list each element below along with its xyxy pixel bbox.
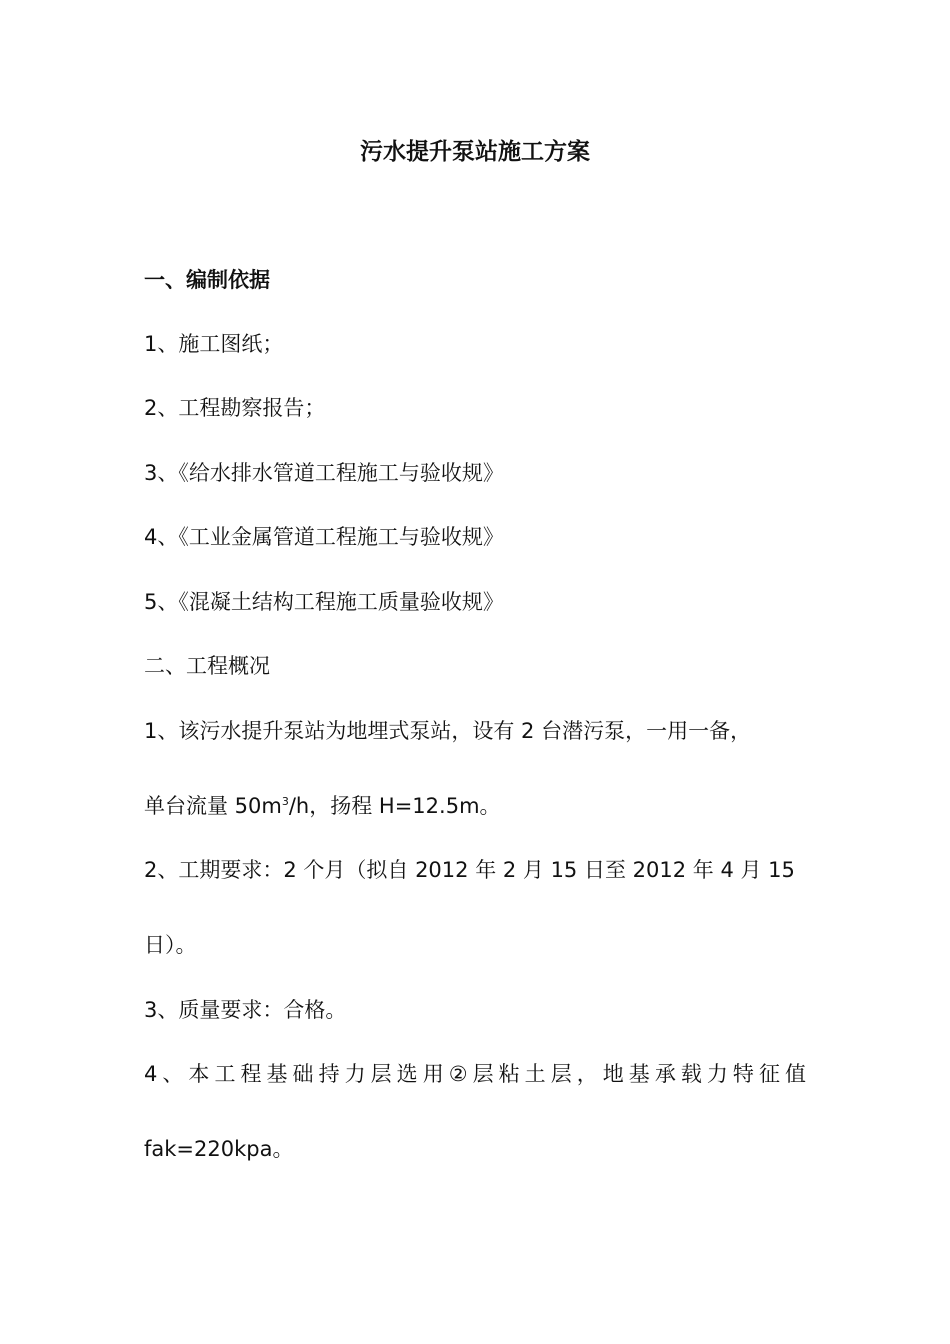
paragraph-line: 3、质量要求：合格。	[144, 998, 347, 1022]
list-item: 1、施工图纸；	[144, 332, 284, 356]
paragraph-line: 1、该污水提升泵站为地埋式泵站，设有 2 台潜污泵，一用一备，	[144, 719, 752, 743]
flow-text-rest: /h，扬程 H=12.5m。	[288, 794, 501, 818]
section-heading-overview: 二、工程概况	[144, 654, 270, 678]
list-item: 4、《工业金属管道工程施工与验收规》	[144, 525, 504, 549]
list-item: 2、工程勘察报告；	[144, 396, 326, 420]
paragraph-line: 4、本工程基础持力层选用②层粘土层，地基承载力特征值	[144, 1062, 806, 1086]
list-item: 3、《给水排水管道工程施工与验收规》	[144, 461, 504, 485]
paragraph-line	[144, 790, 501, 822]
paragraph-line: 2、工期要求：2 个月（拟自 2012 年 2 月 15 日至 2012 年 4 月 15	[144, 858, 795, 882]
flow-text: 单台流量 50m	[144, 794, 282, 818]
paragraph-line: fak=220kpa。	[144, 1137, 294, 1161]
paragraph-line: 日）。	[144, 933, 197, 957]
section-heading-basis: 一、编制依据	[144, 268, 270, 292]
superscript-unit: 3	[281, 795, 289, 808]
list-item: 5、《混凝土结构工程施工质量验收规》	[144, 590, 504, 614]
document-title: 污水提升泵站施工方案	[360, 139, 590, 165]
